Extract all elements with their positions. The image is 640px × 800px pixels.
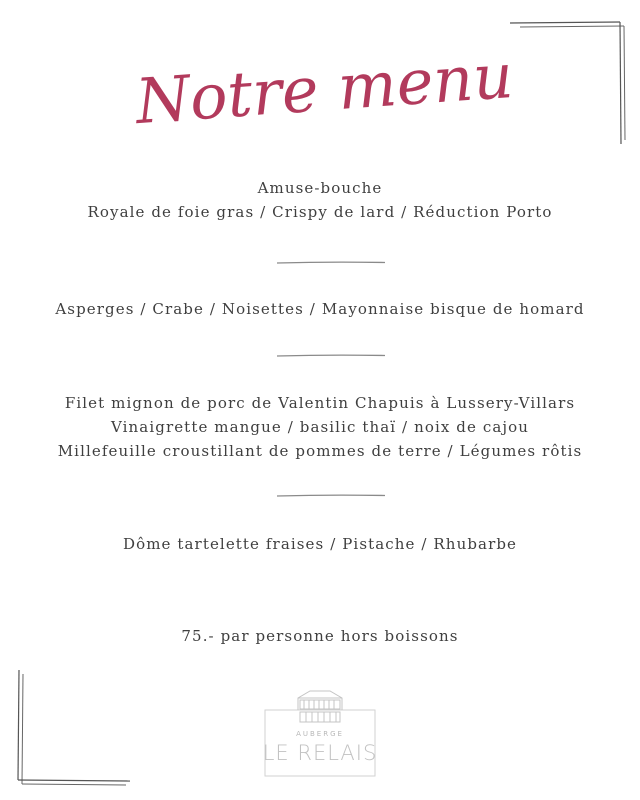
top-right-corner-frame [508,18,628,148]
course-1-line-2: Royale de foie gras / Crispy de lard / Réduction Porto [87,203,553,221]
bottom-left-corner-frame [14,666,134,788]
menu-title [133,38,516,148]
course-3-line-2: Vinaigrette mangue / basilic thaï / noix de cajou [110,418,530,436]
course-2-line-1: Asperges / Crabe / Noisettes / Mayonnaise bisque de homard [55,300,585,318]
divider-3 [276,494,386,497]
price-line: 75.- par personne hors boissons [181,627,459,645]
course-4-line-1: Dôme tartelette fraises / Pistache / Rhubarbe [122,535,518,553]
divider-2 [276,354,386,357]
course-1-line-1: Amuse-bouche [257,179,383,197]
course-3-line-1: Filet mignon de porc de Valentin Chapuis à Lussery-Villars [64,394,576,412]
svg-text:Notre menu: Notre menu [133,38,516,139]
logo-name: LE RELAIS [262,741,378,765]
logo-small-text: AUBERGE [296,730,344,738]
course-3-line-3: Millefeuille croustillant de pommes de terre / Légumes rôtis [57,442,583,460]
divider-1 [276,261,386,264]
